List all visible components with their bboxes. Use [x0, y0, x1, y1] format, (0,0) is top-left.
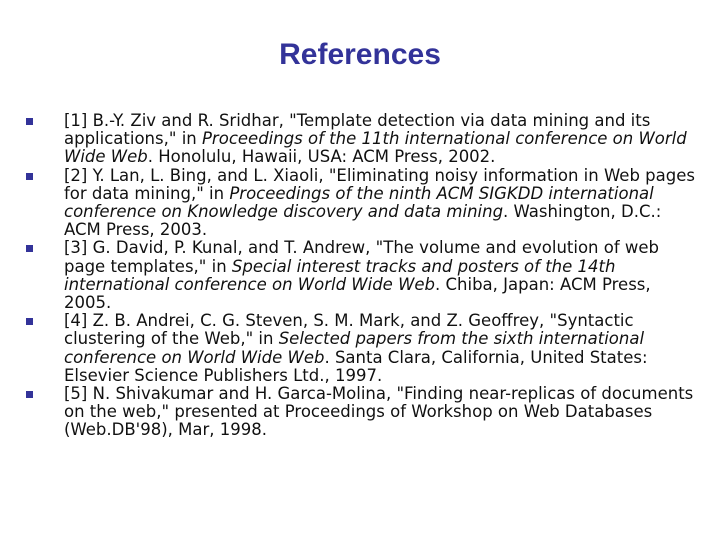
reference-text: [5] N. Shivakumar and H. Garca-Molina, "Finding near-replicas of documents on the web," presented at Proceedings of Workshop on Web Databases (Web.DB'98), Mar, 1998. [64, 384, 694, 440]
square-bullet-icon [26, 391, 33, 398]
square-bullet-icon [26, 118, 33, 125]
reference-text: [3] G. David, P. Kunal, and T. Andrew, "The volume and evolution of web page templates," in [64, 238, 660, 276]
reference-venue: Selected papers from the sixth international conference on World Wide Web [64, 329, 645, 367]
reference-venue: Proceedings of the ninth ACM SIGKDD international conference on Knowledge discovery and data mining [64, 183, 654, 222]
square-bullet-icon [26, 245, 33, 252]
reference-item [24, 239, 700, 312]
reference-publisher: . Washington, D.C.: ACM Press, 2003. [64, 202, 662, 240]
reference-item [24, 167, 700, 240]
slide-title: References [279, 38, 441, 71]
reference-text: [2] Y. Lan, L. Bing, and L. Xiaoli, "Eliminating noisy information in Web pages for data mining," in [64, 165, 695, 203]
reference-venue: Special interest tracks and posters of the 14th international conference on World Wide Web [64, 256, 616, 294]
reference-list [24, 112, 700, 440]
reference-publisher: . Santa Clara, California, United States: Elsevier Science Publishers Ltd., 1997. [64, 347, 648, 385]
square-bullet-icon [26, 173, 33, 180]
reference-item [24, 112, 700, 167]
reference-item [24, 385, 700, 440]
reference-venue: Proceedings of the 11th international conference on World Wide Web [64, 129, 687, 167]
reference-text: [4] Z. B. Andrei, C. G. Steven, S. M. Mark, and Z. Geoffrey, "Syntactic clustering of the Web," in [64, 311, 634, 349]
reference-text: [1] B.-Y. Ziv and R. Sridhar, "Template detection via data mining and its applications," in [64, 111, 651, 149]
reference-publisher: . Chiba, Japan: ACM Press, 2005. [64, 274, 651, 313]
square-bullet-icon [26, 318, 33, 325]
reference-item [24, 312, 700, 385]
reference-publisher: . Honolulu, Hawaii, USA: ACM Press, 2002. [147, 147, 496, 167]
